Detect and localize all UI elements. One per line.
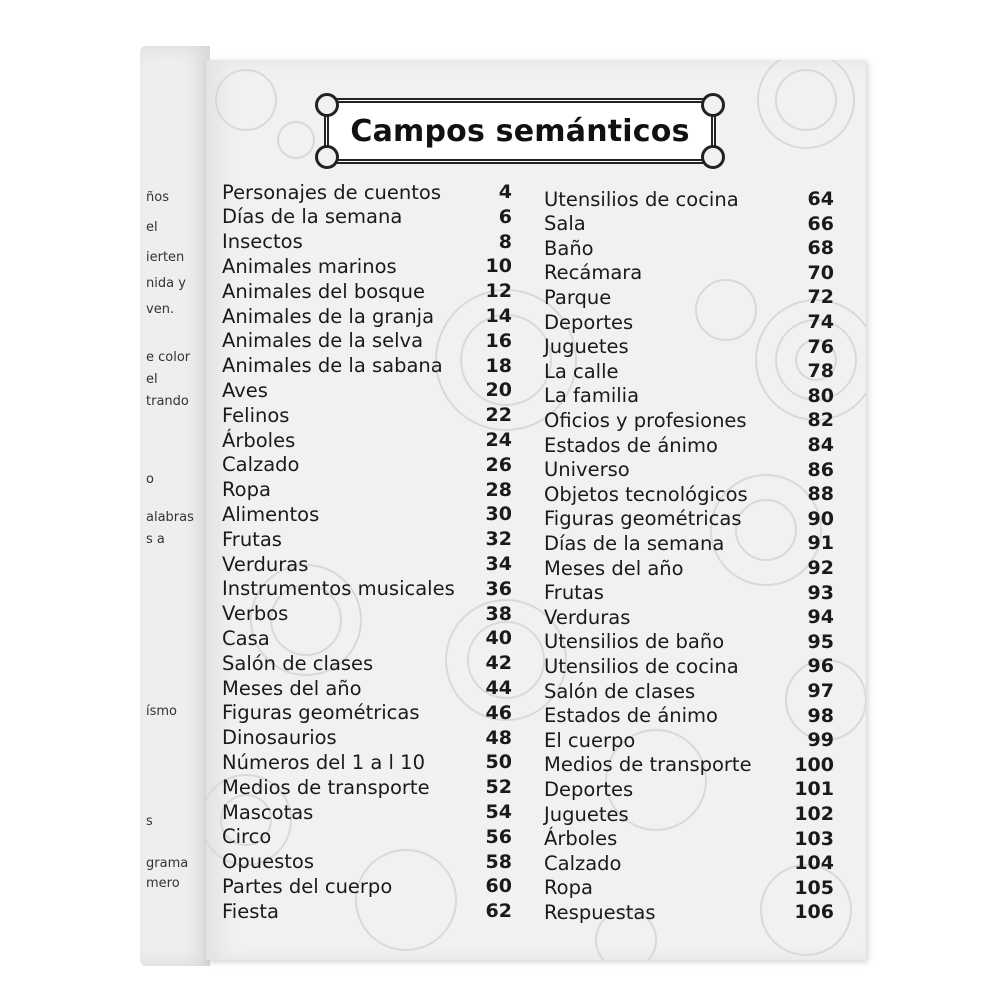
toc-entry [222,899,512,923]
toc-entry-title: Aves [222,378,268,402]
toc-entry-title: Juguetes [544,802,629,826]
toc-entry-title: Personajes de cuentos [222,180,441,204]
toc-entry-title: Juguetes [544,335,629,359]
toc-entry [544,827,834,851]
toc-entry-page: 4 [498,181,512,203]
toc-entry-title: Sala [544,212,586,236]
toc-entry-page: 44 [485,677,512,699]
toc-entry-page: 6 [498,205,512,228]
toc-entry-page: 70 [807,261,834,284]
toc-entry [222,577,512,601]
toc-entry [222,527,512,551]
toc-entry-page: 86 [807,458,834,481]
toc-entry [544,802,834,826]
toc-entry-page: 97 [807,680,834,702]
toc-entry [222,354,512,378]
toc-entry [544,679,834,703]
toc-entry-title: Felinos [222,403,290,427]
toc-entry-title: Deportes [544,777,634,801]
toc-entry [222,602,512,626]
toc-entry-title: Frutas [222,527,282,551]
toc-entry-page: 90 [807,507,834,530]
toc-entry-page: 60 [485,875,512,898]
toc-entry-page: 38 [485,602,512,625]
left-page-fragment: s a [146,532,165,547]
left-page-fragment: alabras [146,510,194,525]
toc-entry-title: Frutas [544,581,604,605]
left-page-fragment: s [146,814,153,829]
toc-entry-title: La familia [544,384,640,408]
toc-entry-title: Verbos [222,602,289,626]
toc-entry-page: 18 [485,354,512,377]
toc-entry-title: Respuestas [544,900,656,924]
toc-entry-page: 12 [485,280,512,303]
left-page-fragment: e color [146,350,191,365]
toc-entry-title: Medios de transporte [222,775,430,799]
left-page-fragment: ños [146,190,169,205]
toc-entry-page: 40 [485,627,512,650]
toc-entry [544,654,834,678]
toc-entry-title: Insectos [222,230,303,254]
toc-entry-page: 56 [485,825,512,848]
toc-entry [222,230,512,254]
toc-entry [222,874,512,898]
toc-entry-page: 80 [807,384,834,407]
toc-entry [544,753,834,777]
toc-entry [222,800,512,824]
toc-entry-page: 105 [794,876,834,899]
toc-entry-title: Salón de clases [544,679,696,703]
toc-entry [544,236,834,260]
toc-entry [222,651,512,675]
toc-entry-title: Alimentos [222,502,320,526]
toc-entry-page: 30 [485,503,512,526]
toc-entry-page: 62 [485,900,512,923]
toc-entry-page: 104 [794,852,834,875]
toc-entry-page: 72 [807,286,834,309]
toc-entry [544,876,834,900]
toc-entry-title: Figuras geométricas [222,701,420,725]
toc-entry-page: 46 [485,701,512,724]
toc-entry-page: 74 [807,311,834,333]
toc-entry [222,775,512,799]
toc-entry [544,851,834,875]
toc-entry-title: Calzado [222,453,300,477]
toc-entry-title: Deportes [544,310,634,334]
toc-entry-title: Salón de clases [222,651,374,675]
toc-entry-title: Medios de transporte [544,753,752,777]
toc-entry [544,556,834,580]
left-page-fragment: nida y [146,276,186,291]
toc-entry-title: Estados de ánimo [544,704,718,728]
toc-entry-page: 82 [807,409,834,432]
toc-entry-page: 42 [485,652,512,675]
toc-entry-title: Estados de ánimo [544,433,718,457]
toc-entry-page: 88 [807,483,834,506]
toc-entry-page: 66 [807,212,834,235]
toc-entry-page: 50 [485,751,512,774]
toc-entry [222,279,512,303]
toc-entry [544,531,834,555]
toc-entry-title: Recámara [544,261,643,285]
toc-entry [222,502,512,526]
toc-entry-title: Utensilios de cocina [544,187,739,211]
toc-entry [222,403,512,427]
toc-entry [222,329,512,353]
left-page-fragment: o [146,472,154,487]
toc-entry-page: 28 [485,478,512,501]
toc-entry-page: 10 [485,255,512,278]
toc-entry-title: Universo [544,458,630,482]
toc-entry-page: 91 [807,532,834,555]
toc-entry [544,630,834,654]
toc-entry [544,777,834,801]
toc-entry-page: 100 [794,753,834,776]
toc-entry [222,850,512,874]
toc-entry-title: Meses del año [222,676,362,700]
toc-entry [222,304,512,328]
toc-entry-page: 101 [794,778,834,801]
toc-entry [544,704,834,728]
toc-entry [222,626,512,650]
toc-entry-title: Calzado [544,851,622,875]
left-page-fragment: mero [146,876,180,891]
toc-entry [544,458,834,482]
toc-entry-page: 106 [794,901,834,924]
toc-entry [544,605,834,629]
toc-entry [544,359,834,383]
toc-entry-page: 93 [807,581,834,604]
toc-entry-title: Animales de la selva [222,329,424,353]
contents-page [206,60,866,960]
toc-entry [544,408,834,432]
toc-entry [544,581,834,605]
left-page-fragment: trando [146,394,189,409]
toc-entry [222,750,512,774]
toc-entry [222,726,512,750]
left-page-fragment: el [146,372,158,387]
toc-entry [222,378,512,402]
toc-entry [544,433,834,457]
toc-entry [222,478,512,502]
toc-entry-title: Dinosaurios [222,726,337,750]
left-page-fragment: grama [146,856,189,871]
toc-entry-page: 14 [485,305,512,327]
toc-entry-page: 68 [807,237,834,260]
toc-entry-title: Números del 1 a l 10 [222,750,425,774]
toc-entry-page: 92 [807,557,834,579]
left-page-fragment: el [146,220,158,235]
toc-entry-page: 20 [485,379,512,402]
toc-entry-page: 94 [807,606,834,629]
toc-entry-page: 8 [498,230,512,253]
toc-entry-title: Verduras [222,552,309,576]
toc-entry-title: Objetos tecnológicos [544,482,748,506]
previous-page [140,46,210,966]
toc-entry-title: Animales de la granja [222,304,435,328]
toc-entry-title: Fiesta [222,899,279,923]
toc-entry-title: Utensilios de baño [544,630,725,654]
toc-entry [222,453,512,477]
toc-entry [222,428,512,452]
toc-entry-page: 76 [807,335,834,358]
left-page-fragment: ven. [146,302,175,317]
toc-entry-title: Partes del cuerpo [222,874,393,898]
toc-entry [544,335,834,359]
toc-entry-title: Animales marinos [222,254,397,278]
toc-entry-title: Utensilios de cocina [544,654,739,678]
toc-entry-title: Días de la semana [544,531,725,555]
toc-entry-page: 36 [485,577,512,600]
toc-entry-title: Verduras [544,605,631,629]
toc-entry [544,384,834,408]
toc-entry-title: Mascotas [222,800,314,824]
page-title: Campos semánticos [350,113,690,149]
toc-entry-title: Días de la semana [222,205,403,229]
toc-entry-title: Parque [544,285,612,309]
toc-entry [222,676,512,700]
left-page-fragment: ierten [146,250,185,265]
toc-entry-page: 24 [485,429,512,451]
toc-entry-page: 52 [485,776,512,799]
toc-entry-page: 84 [807,434,834,456]
toc-entry-page: 78 [807,360,834,383]
toc-entry-title: Ropa [222,478,271,502]
toc-entry [544,900,834,924]
toc-entry-title: Casa [222,626,270,650]
toc-entry-title: Baño [544,236,594,260]
toc-entry-title: Oficios y profesiones [544,408,747,432]
toc-entry-page: 98 [807,704,834,727]
toc-entry [544,261,834,285]
toc-entry-page: 102 [794,803,834,825]
toc-entry-title: Animales de la sabana [222,354,443,378]
toc-entry [544,310,834,334]
toc-entry-title: Animales del bosque [222,279,426,303]
toc-entry-page: 54 [485,801,512,823]
toc-entry [222,180,512,204]
toc-entry-title: Instrumentos musicales [222,577,455,601]
title-plaque [324,98,716,164]
toc-entry-page: 48 [485,726,512,749]
toc-entry-title: El cuerpo [544,728,636,752]
toc-entry-page: 96 [807,655,834,678]
toc-entry [544,285,834,309]
toc-entry-title: Figuras geométricas [544,507,742,531]
toc-entry [222,254,512,278]
toc-entry-page: 64 [807,188,834,210]
toc-entry [544,728,834,752]
toc-entry-title: Ropa [544,876,593,900]
toc-entry [544,187,834,211]
toc-entry-page: 32 [485,528,512,551]
toc-entry [222,825,512,849]
toc-entry-page: 95 [807,630,834,653]
toc-entry-page: 16 [485,329,512,352]
toc-entry [544,507,834,531]
toc-entry-title: Meses del año [544,556,684,580]
toc-entry [222,701,512,725]
toc-entry-title: Árboles [222,428,296,452]
toc-entry-page: 34 [485,553,512,575]
toc-entry-title: Árboles [544,827,618,851]
toc-entry [222,552,512,576]
toc-entry [544,482,834,506]
toc-entry-title: Opuestos [222,850,314,874]
toc-entry-page: 58 [485,850,512,873]
left-page-fragment: ísmo [146,704,178,719]
toc-entry-page: 26 [485,453,512,476]
toc-entry-page: 22 [485,404,512,427]
toc-entry [222,205,512,229]
toc-entry-title: Circo [222,825,272,849]
toc-entry-page: 99 [807,729,834,752]
toc-entry [544,212,834,236]
toc-entry-title: La calle [544,359,619,383]
toc-entry-page: 103 [794,827,834,850]
